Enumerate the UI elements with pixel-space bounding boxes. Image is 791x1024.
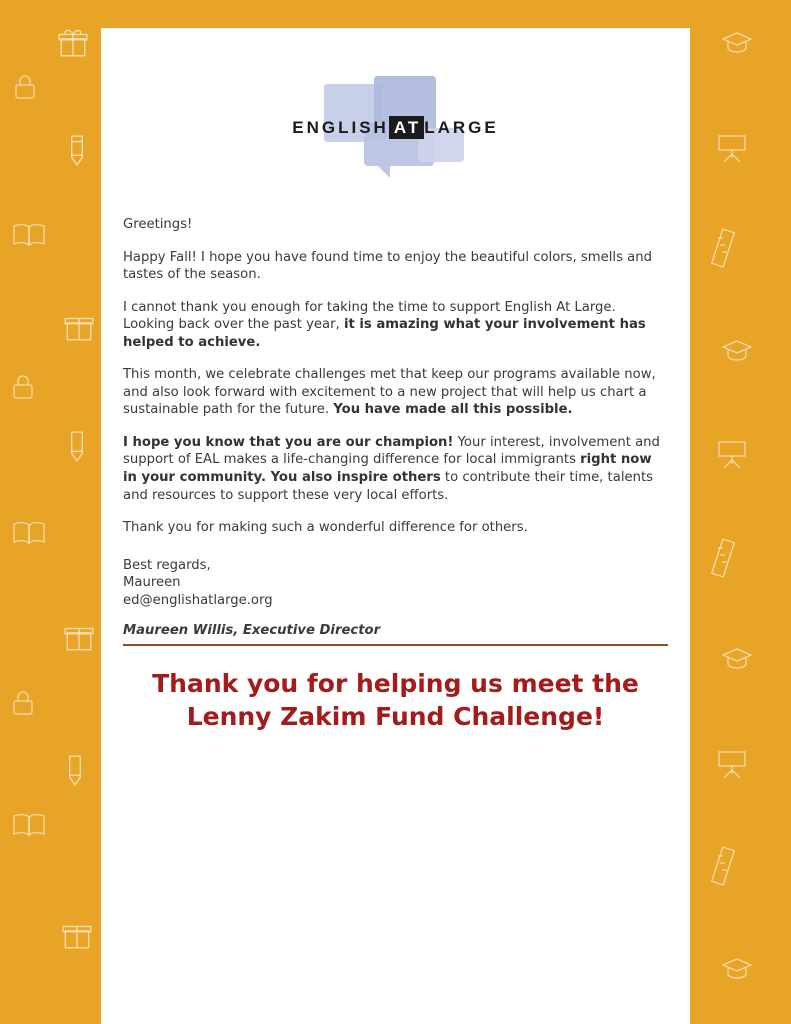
organization-logo [278,70,514,194]
section-divider [123,644,668,646]
pencil-icon [62,132,92,168]
lock-icon [8,372,38,402]
headline-line-2: Lenny Zakim Fund Challenge! [186,701,605,731]
ruler-icon [709,846,737,886]
pencil-icon [62,428,92,464]
pencil-icon [60,752,90,788]
paragraph-2-run-1: I cannot thank you enough for taking the time to support English At Large. Looking back over the past year, [123,299,616,333]
gift-icon [56,26,90,60]
logo-word-at: AT [389,116,424,139]
lock-icon [8,688,38,718]
paragraph-1-run-1: Happy Fall! I hope you have found time to enjoy the beautiful colors, smells and tastes of the season. [123,249,652,283]
signature-name: Maureen [123,575,181,591]
easel-icon [715,438,749,470]
signature-email[interactable]: ed@englishatlarge.org [123,592,273,608]
letter-paragraph-2 [123,299,668,352]
easel-icon [715,132,749,164]
letter-greeting: Greetings! [123,217,193,232]
paragraph-4-run-2: Your interest, involvement and support of EAL makes a life-changing difference for local immigrants [123,434,660,468]
graduation-cap-icon [721,30,753,54]
graduation-cap-icon [721,956,753,980]
book-icon [12,812,46,838]
letter-signature [123,557,668,610]
logo-wordmark [278,118,514,138]
letter-body [123,216,668,537]
gift-icon [62,310,96,344]
book-icon [12,222,46,248]
headline-line-1: Thank you for helping us meet the [152,669,639,699]
ruler-icon [709,538,737,578]
graduation-cap-icon [721,338,753,362]
signature-closing: Best regards, [123,557,211,573]
campaign-headline [123,668,668,733]
paragraph-4-run-1: I hope you know that you are our champion! [123,434,454,450]
letter-paragraph-3 [123,366,668,419]
easel-icon [715,748,749,780]
lock-icon [10,72,40,102]
decorative-icon-column-right [687,0,791,1024]
paragraph-4-run-4: to contribute their time, talents and resources to support these very local efforts. [123,470,653,503]
graduation-cap-icon [721,646,753,670]
decorative-icon-column-left [0,0,104,1024]
paragraph-2-run-2: it is amazing what your involvement has helped to achieve. [123,317,646,350]
letter-paragraph-4 [123,434,668,504]
paragraph-5-run-1: Thank you for making such a wonderful difference for others. [123,520,528,536]
signature-title: Maureen Willis, Executive Director [123,623,381,639]
book-icon [12,520,46,546]
logo-word-english: ENGLISH [292,118,389,137]
paragraph-3-run-1: This month, we celebrate challenges met that keep our programs available now, and also look forward with excitement to a new project that will help us chart a sustainable path for the future. [123,367,656,418]
letter-page [101,28,690,1024]
letter-paragraph-5 [123,519,668,537]
logo-word-large: LARGE [424,118,499,137]
paragraph-3-run-2: You have made all this possible. [333,402,573,418]
gift-icon [60,918,94,952]
gift-icon [62,620,96,654]
paragraph-4-run-3: right now in your community. You also inspire others [123,452,652,486]
letter-paragraph-1 [123,249,668,284]
ruler-icon [709,228,737,268]
